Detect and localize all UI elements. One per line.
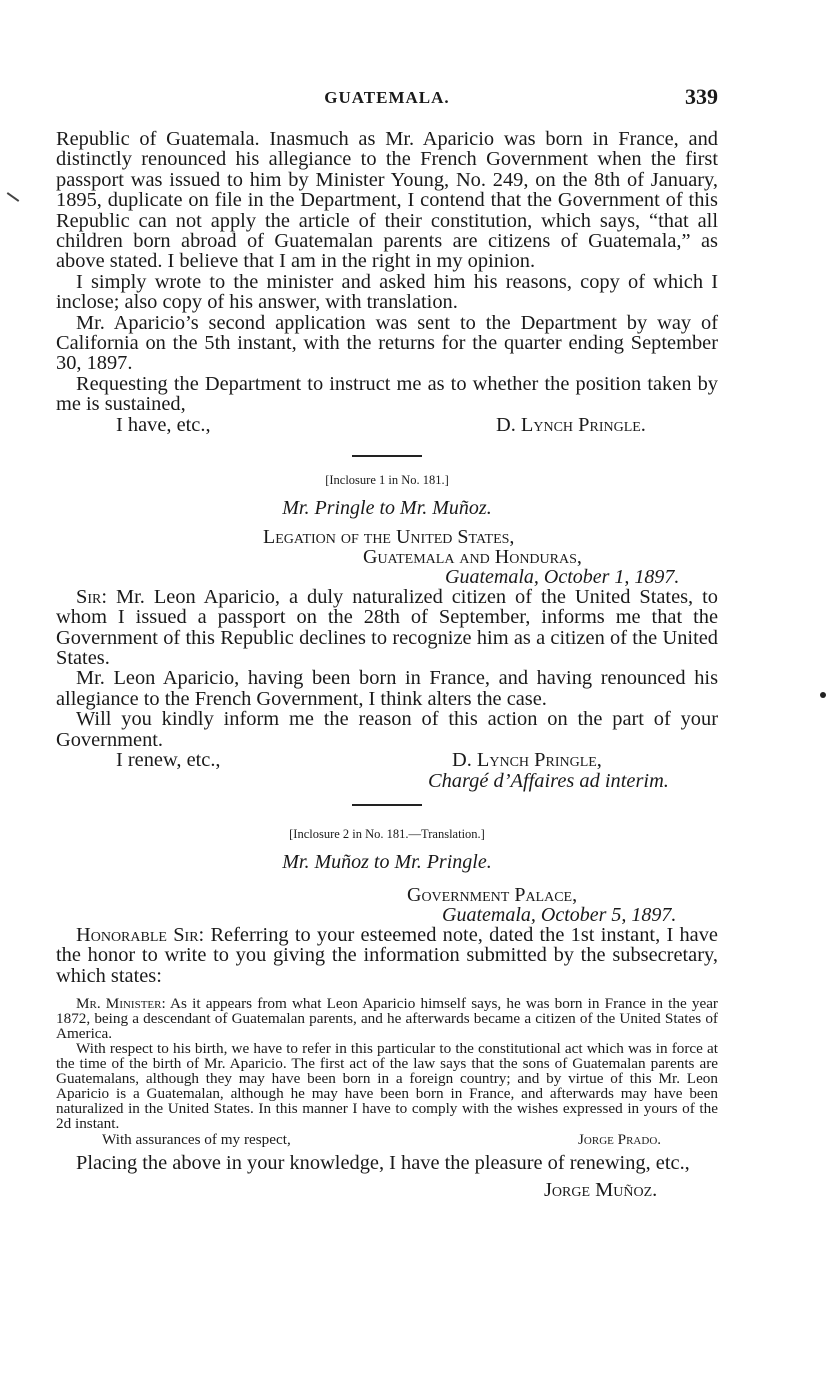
page-body (56, 129, 718, 1201)
enclosure-1-heading: Mr. Pringle to Mr. Muñoz. (282, 496, 492, 519)
enclosure-1-address-line-1: Legation of the United States, (263, 525, 515, 548)
enclosure-1-closing: I renew, etc., (116, 748, 221, 771)
enclosure-1-paragraph-1 (56, 587, 718, 669)
running-title: GUATEMALA. (324, 88, 450, 107)
enclosure-1-signature: D. Lynch Pringle, (452, 748, 602, 771)
continuation-closing-row (56, 415, 718, 436)
continuation-paragraph-1: Republic of Guatemala. Inasmuch as Mr. Aparicio was born in France, and distinctly renounced his allegiance to the French Government when the first passport was issued to him by Minister Young, No. 249, on the 8th of January, 1895, duplicate on file in the Department, I contend that the Government of this Republic can not apply the article of their constitution, which says, “that all children born abroad of Guatemalan parents are citizens of Guatemala,” as above stated. I believe that I am in the right in my opinion. (56, 128, 718, 273)
enclosure-2-paragraph-1 (56, 925, 718, 986)
margin-stroke (7, 192, 20, 202)
quoted-paragraph-2: With respect to his birth, we have to refer in this particular to the constitutional act which was in force at the time of the birth of Mr. Aparicio. The first act of the law says that the sons of Guatemalan parents are Guatemalans, although they may have been born in a foreign country; and by virtue of this Mr. Leon Aparicio is a Guatemalan, although he may have been born in France, and afterwards may have been naturalized in the United States. In this manner I have to comply with the wishes expressed in yours of the 2d instant. (56, 1040, 718, 1133)
quoted-signature: Jorge Prado. (578, 1131, 662, 1149)
enclosure-2-date: Guatemala, October 5, 1897. (442, 903, 677, 926)
enclosure-1-title: Chargé d’Affaires ad interim. (428, 769, 669, 792)
continuation-closing: I have, etc., (116, 413, 211, 436)
enclosure-1-closing-row (56, 750, 718, 771)
page-number: 339 (685, 84, 718, 109)
enclosure-2-salutation: Honorable Sir: (76, 923, 205, 946)
quoted-closing: With assurances of my respect, (102, 1131, 291, 1149)
enclosure-2-signature-row (56, 1180, 718, 1201)
enclosure-1-paragraph-2: Mr. Leon Aparicio, having been born in France, and having renounced his allegiance to the French Government, I think alters the case. (56, 667, 718, 710)
quoted-salutation: Mr. Minister: (76, 995, 166, 1013)
enclosure-2-label: [Inclosure 2 in No. 181.—Translation.] (289, 826, 485, 841)
enclosure-1-salutation: Sir: (76, 585, 108, 608)
enclosure-2-signature: Jorge Muñoz. (544, 1178, 658, 1201)
quoted-paragraph-1-text: As it appears from what Leon Aparicio himself says, he was born in France in the year 1872, being a descendant of Guatemalan parents, and he afterwards became a citizen of the United States of America. (56, 995, 718, 1043)
continuation-paragraph-4: Requesting the Department to instruct me as to whether the position taken by me is sustained, (56, 372, 718, 416)
enclosure-2-address-line-1: Government Palace, (407, 883, 578, 906)
running-header (56, 84, 718, 114)
enclosure-1-paragraph-1-text: Mr. Leon Aparicio, a duly naturalized citizen of the United States, to whom I issued a passport on the 28th of September, informs me that the Government of this Republic declines to recognize him as a citizen of the United States. (56, 585, 718, 669)
enclosure-1-label: [Inclosure 1 in No. 181.] (325, 472, 449, 487)
enclosure-1-address-line-2: Guatemala and Honduras, (363, 545, 582, 568)
enclosure-2-paragraph-2: Placing the above in your knowledge, I have the pleasure of renewing, etc., (76, 1152, 690, 1175)
margin-dot (820, 692, 826, 698)
enclosure-2-paragraph-1-text: Referring to your esteemed note, dated the 1st instant, I have the honor to write to you giving the information submitted by the subsecretary, which states: (56, 923, 718, 987)
enclosure-1-paragraph-3: Will you kindly inform me the reason of this action on the part of your Government. (56, 708, 718, 751)
enclosure-1-title-row (56, 771, 718, 792)
enclosure-2-heading: Mr. Muñoz to Mr. Pringle. (282, 850, 492, 873)
quoted-paragraph-1 (56, 996, 718, 1041)
quoted-closing-row (56, 1131, 718, 1149)
continuation-paragraph-3: Mr. Aparicio’s second application was sent to the Department by way of California on the 5th instant, with the returns for the quarter ending September 30, 1897. (56, 311, 718, 375)
enclosure-1-date: Guatemala, October 1, 1897. (445, 565, 680, 588)
continuation-signature: D. Lynch Pringle. (496, 413, 646, 436)
continuation-paragraph-2: I simply wrote to the minister and asked him his reasons, copy of which I inclose; also copy of his answer, with translation. (56, 270, 718, 314)
